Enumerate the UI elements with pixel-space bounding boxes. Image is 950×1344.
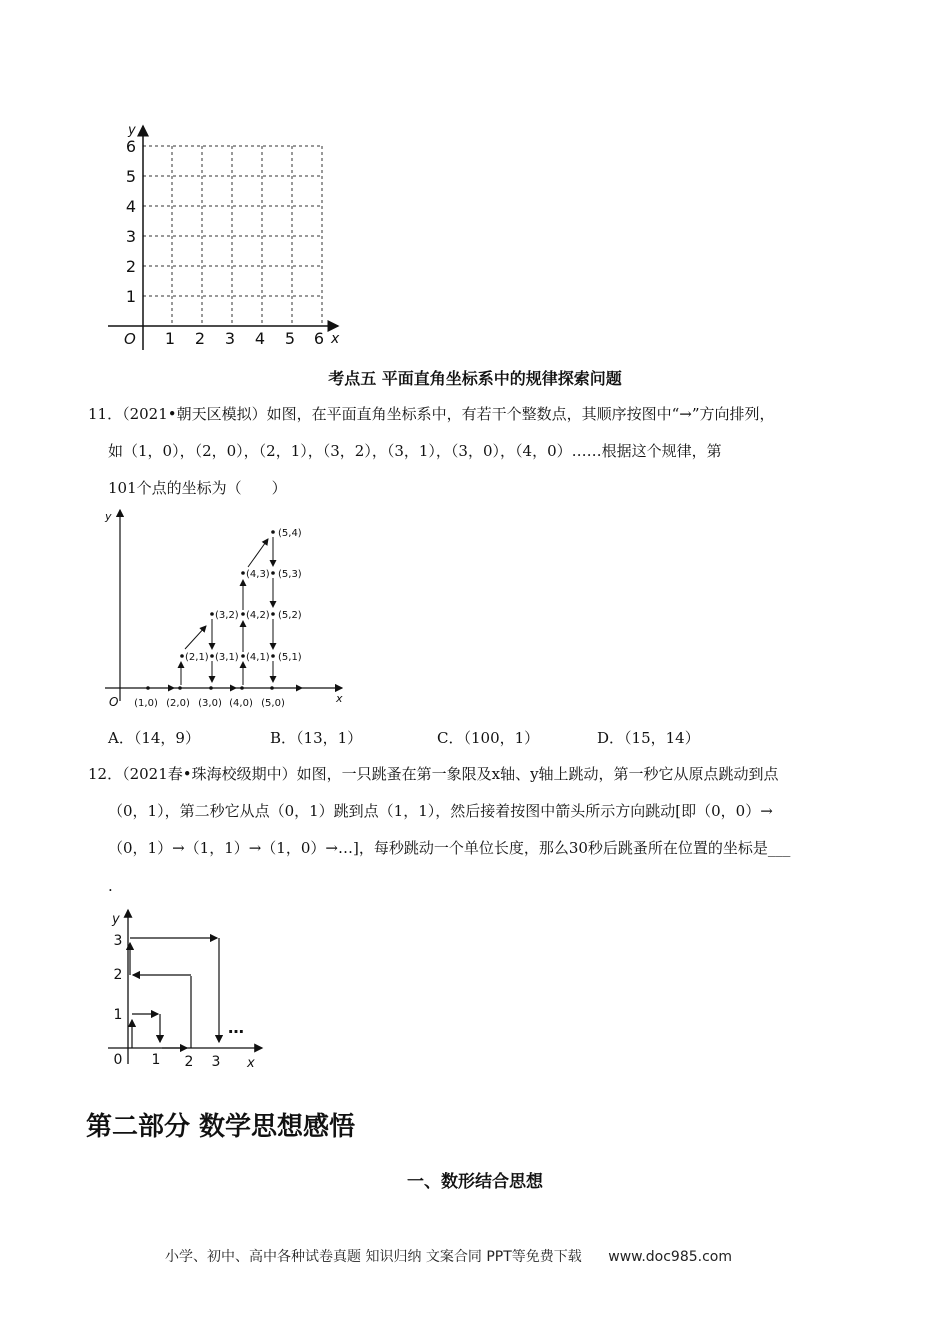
axis-point-labels: [134, 698, 285, 709]
point-label: (3,0): [198, 698, 222, 709]
x-tick: 5: [284, 329, 296, 348]
y-axis-label: y: [112, 912, 120, 927]
x-axis-label: x: [247, 1056, 255, 1071]
y-tick: 6: [125, 137, 137, 156]
x-tick: 2: [184, 1054, 194, 1070]
q12-figure: [100, 904, 270, 1076]
origin-label: O: [124, 330, 136, 348]
jump-path: [130, 938, 219, 1048]
y-tick: 1: [125, 287, 137, 306]
point-label: (5,3): [278, 569, 302, 580]
x-axis-label: x: [331, 331, 340, 347]
x-tick: 6: [313, 329, 325, 348]
point-label: (2,0): [166, 698, 190, 709]
y-axis-label: y: [128, 123, 136, 138]
grid-figure: [100, 118, 350, 358]
y-tick: 3: [113, 933, 123, 949]
point-label: (2,1): [185, 652, 209, 663]
x-tick: 0: [113, 1052, 123, 1068]
y-tick: 5: [125, 167, 137, 186]
q12-line-2: （0，1），第二秒它从点（0，1）跳到点（1，1），然后接着按图中箭头所示方向跳动[即（0，0）→: [108, 802, 773, 820]
y-axis-label: y: [105, 510, 112, 523]
point-label: (4,2): [246, 610, 270, 621]
footer-url[interactable]: www.doc985.com: [608, 1249, 732, 1265]
point-label: (1,0): [134, 698, 158, 709]
point-label: (5,4): [278, 528, 302, 539]
x-tick-labels: [165, 329, 324, 348]
q11-line-3: 101个点的坐标为（ ）: [108, 479, 287, 497]
q11-figure: [100, 506, 350, 716]
point-label: (4,1): [246, 652, 270, 663]
x-tick: 3: [224, 329, 236, 348]
footer-text: 小学、初中、高中各种试卷真题 知识归纳 文案合同 PPT等免费下载: [165, 1249, 582, 1265]
y-tick: 3: [125, 227, 137, 246]
q11-line-2: 如（1，0），（2，0），（2，1），（3，2），（3，1），（3，0），（4，0）……根据这个规律，第: [108, 442, 722, 460]
x-tick: 3: [211, 1054, 221, 1070]
x-tick-labels: [114, 1052, 221, 1070]
point-label: (3,2): [215, 610, 239, 621]
q12-line-1: 12．（2021春•珠海校级期中）如图，一只跳蚤在第一象限及x轴、y轴上跳动，第一秒它从原点跳动到点: [88, 765, 779, 783]
point-label: (5,1): [278, 652, 302, 663]
answer-blank: ___: [767, 839, 791, 857]
ellipsis: …: [228, 1018, 244, 1037]
point-label: (5,2): [278, 610, 302, 621]
y-tick: 2: [113, 967, 123, 983]
footer: [165, 1246, 732, 1266]
point-label: (4,3): [246, 569, 270, 580]
x-tick: 1: [164, 329, 176, 348]
x-tick: 4: [254, 329, 266, 348]
x-tick: 1: [151, 1052, 161, 1068]
y-tick-labels: [126, 137, 136, 306]
q11-option-c: C．（100，1）: [437, 729, 540, 747]
y-tick: 1: [113, 1007, 123, 1023]
x-axis-label: x: [336, 692, 343, 705]
part-2-title: 第二部分 数学思想感悟: [86, 1112, 356, 1142]
q12-line-3: [108, 838, 790, 858]
point-label: (5,0): [261, 698, 285, 709]
x-tick: 2: [194, 329, 206, 348]
section-5-title: 考点五 平面直角坐标系中的规律探索问题: [328, 369, 622, 388]
y-tick-labels: [114, 933, 123, 1023]
q11-option-d: D．（15，14）: [597, 729, 700, 747]
q11-option-b: B．（13，1）: [270, 729, 363, 747]
origin-label: O: [109, 695, 119, 709]
q11-line-1: 11．（2021•朝天区模拟）如图，在平面直角坐标系中，有若干个整数点，其顺序按图中“→”方向排列，: [88, 405, 775, 423]
y-tick: 4: [125, 197, 137, 216]
grid-lines: [143, 146, 322, 326]
q11-option-a: A．（14，9）: [108, 729, 200, 747]
section-1-title: 一、数形结合思想: [407, 1172, 543, 1192]
q12-line-3-text: （0，1）→（1，1）→（1，0）→…]，每秒跳动一个单位长度，那么30秒后跳蚤所在位置的坐标是: [108, 839, 768, 857]
y-tick: 2: [125, 257, 137, 276]
q12-period: .: [108, 877, 113, 895]
point-label: (4,0): [229, 698, 253, 709]
point-label: (3,1): [215, 652, 239, 663]
